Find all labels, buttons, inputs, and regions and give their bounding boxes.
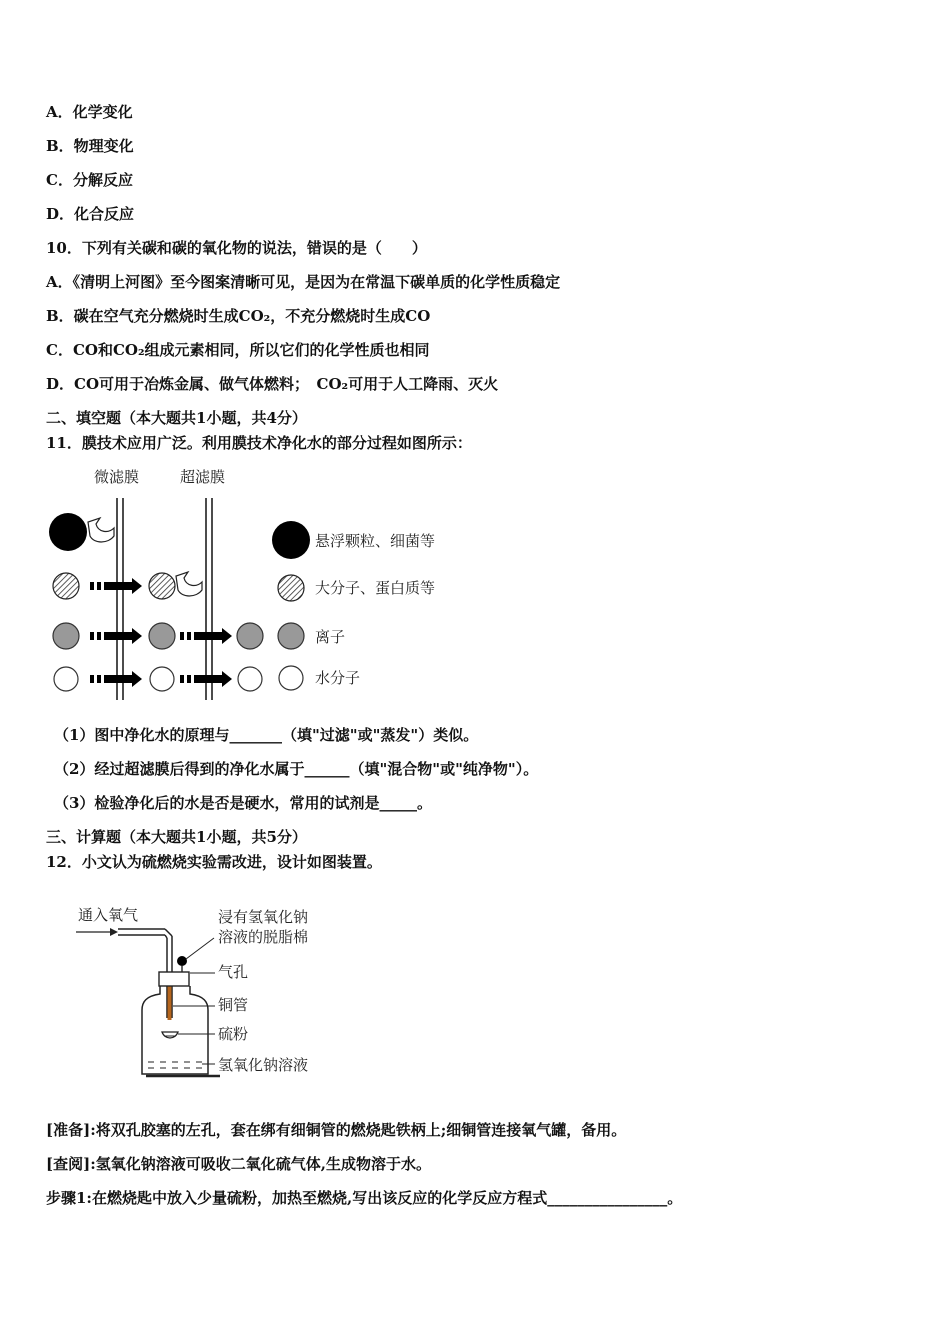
question-11-sub-2: （2）经过超滤膜后得到的净化水属于______（填"混合物"或"纯净物"）。	[54, 760, 539, 778]
macromolecule-1	[53, 573, 79, 599]
solution-dashes	[148, 1062, 202, 1068]
pass-arrow-3a	[90, 628, 142, 644]
option-d: D．化合反应	[46, 205, 135, 223]
section-2-heading: 二、填空题（本大题共1小题，共4分）	[46, 409, 307, 427]
option-c: C．分解反应	[46, 171, 133, 189]
question-11-stem: 11．膜技术应用广泛。利用膜技术净化水的部分过程如图所示：	[46, 434, 472, 452]
label-cotton-2: 溶液的脱脂棉	[218, 928, 309, 946]
question-11-sub-1: （1）图中净化水的原理与_______（填"过滤"或"蒸发"）类似。	[54, 726, 479, 744]
legend-icon-ion	[278, 623, 304, 649]
label-oxygen: 通入氧气	[78, 906, 139, 924]
macromolecule-2	[149, 573, 175, 599]
label-sulfur: 硫粉	[218, 1025, 249, 1043]
legend-icon-suspended	[272, 521, 310, 559]
water-1	[54, 667, 78, 691]
water-3	[238, 667, 262, 691]
question-10-option-d: D．CO可用于冶炼金属、做气体燃料； CO₂可用于人工降雨、灭火	[46, 375, 499, 393]
legend-water: 水分子	[315, 669, 361, 687]
question-10-option-c: C．CO和CO₂组成元素相同，所以它们的化学性质也相同	[46, 341, 430, 359]
question-10-option-a: A．《清明上河图》至今图案清晰可见，是因为在常温下碳单质的化学性质稳定	[46, 273, 561, 291]
legend-ion: 离子	[315, 628, 346, 646]
question-10-stem: 10．下列有关碳和碳的氧化物的说法，错误的是（ ）	[46, 239, 427, 257]
legend-suspended: 悬浮颗粒、细菌等	[315, 532, 436, 550]
ultrafiltration-label: 超滤膜	[180, 468, 226, 486]
option-a: A．化学变化	[46, 103, 133, 121]
pass-arrow-4a	[90, 671, 142, 687]
pass-arrow-2a	[90, 578, 142, 594]
question-11-sub-3: （3）检验净化后的水是否是硬水，常用的试剂是_____。	[54, 794, 432, 812]
legend-icon-water	[279, 666, 303, 690]
cotton-ball	[177, 956, 187, 966]
apparatus-diagram	[70, 898, 340, 1083]
bounce-arrow-2	[176, 572, 202, 596]
ion-3	[237, 623, 263, 649]
label-hole: 气孔	[218, 963, 249, 981]
question-10-option-b: B．碳在空气充分燃烧时生成CO₂，不充分燃烧时生成CO	[46, 307, 431, 325]
spoon	[162, 1032, 178, 1038]
label-cotton-1: 浸有氢氧化钠	[218, 908, 309, 926]
flask	[142, 986, 208, 1074]
question-12-ref: [查阅]:氢氧化钠溶液可吸收二氧化硫气体,生成物溶于水。	[46, 1155, 431, 1173]
ion-2	[149, 623, 175, 649]
legend-macromolecule: 大分子、蛋白质等	[315, 579, 436, 597]
question-12-stem: 12．小文认为硫燃烧实验需改进，设计如图装置。	[46, 853, 382, 871]
ion-1	[53, 623, 79, 649]
question-12-prep: [准备]:将双孔胶塞的左孔，套在绑有细铜管的燃烧匙铁柄上;细铜管连接氧气罐，备用。	[46, 1121, 627, 1139]
microfiltration-membrane	[117, 498, 123, 700]
question-12-step1: 步骤1:在燃烧匙中放入少量硫粉，加热至燃烧,写出该反应的化学反应方程式________________。	[46, 1189, 683, 1207]
label-tube: 铜管	[218, 996, 249, 1014]
legend-icon-macromolecule	[278, 575, 304, 601]
microfiltration-label: 微滤膜	[94, 468, 140, 486]
section-3-heading: 三、计算题（本大题共1小题，共5分）	[46, 828, 307, 846]
ultrafiltration-membrane	[206, 498, 212, 700]
suspended-particle	[49, 513, 87, 551]
option-b: B．物理变化	[46, 137, 134, 155]
membrane-diagram	[40, 460, 480, 705]
bounce-arrow-1	[88, 518, 114, 542]
label-solution: 氢氧化钠溶液	[218, 1056, 309, 1074]
rubber-stopper	[159, 972, 189, 986]
water-2	[150, 667, 174, 691]
